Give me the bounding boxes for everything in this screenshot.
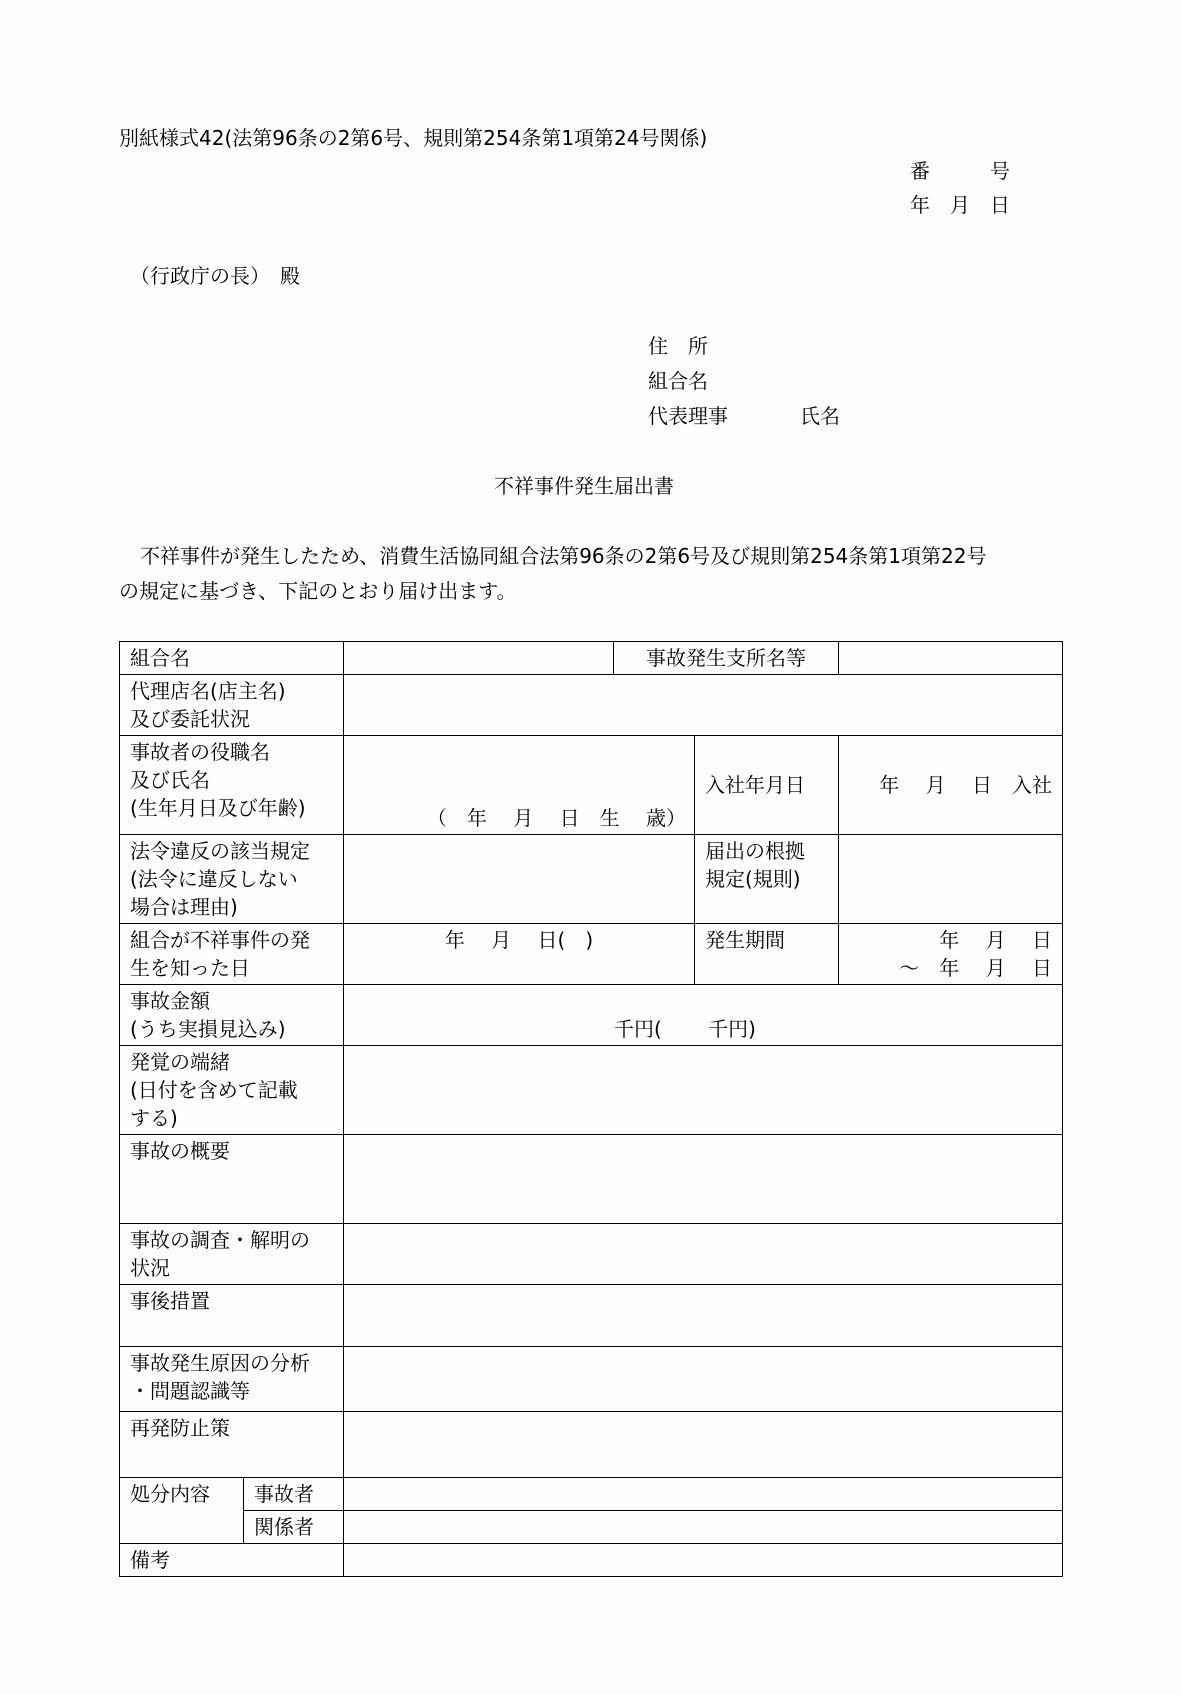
field-basis[interactable]: [839, 835, 1063, 924]
label-aftermath: 事後措置: [120, 1285, 344, 1347]
field-period[interactable]: 年 月 日 ～ 年 月 日: [839, 924, 1063, 985]
field-remarks[interactable]: [344, 1544, 1063, 1577]
label-union-name: 組合名: [120, 642, 344, 675]
label-disposition: 処分内容: [120, 1478, 244, 1544]
field-discovery[interactable]: [344, 1046, 1063, 1135]
field-prevention[interactable]: [344, 1412, 1063, 1478]
field-person[interactable]: [344, 736, 695, 835]
label-known-date: 組合が不祥事件の発 生を知った日: [120, 924, 344, 985]
representative-label: 代表理事: [648, 404, 728, 428]
label-basis: 届出の根拠 規定(規則): [695, 835, 839, 924]
birth-hint: （ 年 月 日 生 歳）: [426, 806, 686, 830]
name-label: 氏名: [800, 404, 840, 428]
label-violation: 法令違反の該当規定 (法令に違反しない 場合は理由): [120, 835, 344, 924]
body-line-1: 不祥事件が発生したため、消費生活協同組合法第96条の2第6号及び規則第254条第1項第22号: [140, 544, 987, 568]
field-join-date[interactable]: 年 月 日 入社: [839, 736, 1063, 835]
label-prevention: 再発防止策: [120, 1412, 344, 1478]
field-branch-name[interactable]: [839, 642, 1063, 675]
label-remarks: 備考: [120, 1544, 344, 1577]
document-date: 年 月 日: [910, 193, 1010, 217]
union-name-label: 組合名: [648, 369, 708, 393]
field-violation[interactable]: [344, 835, 695, 924]
field-related[interactable]: [344, 1511, 1063, 1544]
label-amount: 事故金額 (うち実損見込み): [120, 985, 344, 1046]
label-related: 関係者: [244, 1511, 344, 1544]
label-offender: 事故者: [244, 1478, 344, 1511]
body-line-2: の規定に基づき、下記のとおり届け出ます。: [119, 579, 517, 603]
label-discovery: 発覚の端緒 (日付を含めて記載 する): [120, 1046, 344, 1135]
label-cause: 事故発生原因の分析 ・問題認識等: [120, 1347, 344, 1412]
label-summary: 事故の概要: [120, 1135, 344, 1224]
field-amount[interactable]: 千円( 千円): [344, 985, 1063, 1046]
field-agency[interactable]: [344, 675, 1063, 736]
label-investigation: 事故の調査・解明の 状況: [120, 1224, 344, 1285]
field-summary[interactable]: [344, 1135, 1063, 1224]
label-branch-name: 事故発生支所名等: [614, 642, 839, 675]
field-cause[interactable]: [344, 1347, 1063, 1412]
addressee: （行政庁の長） 殿: [130, 264, 300, 288]
document-title: 不祥事件発生届出書: [494, 474, 674, 498]
report-form-table: [119, 641, 1063, 1577]
address-label: 住 所: [648, 334, 708, 358]
field-investigation[interactable]: [344, 1224, 1063, 1285]
label-person: 事故者の役職名 及び氏名 (生年月日及び年齢): [120, 736, 344, 835]
field-known-date[interactable]: 年 月 日( ): [344, 924, 695, 985]
label-join-date: 入社年月日: [695, 736, 839, 835]
field-aftermath[interactable]: [344, 1285, 1063, 1347]
label-agency: 代理店名(店主名) 及び委託状況: [120, 675, 344, 736]
field-union-name[interactable]: [344, 642, 614, 675]
document-number: 番 号: [910, 159, 1010, 183]
form-reference: 別紙様式42(法第96条の2第6号、規則第254条第1項第24号関係): [119, 126, 708, 150]
label-period: 発生期間: [695, 924, 839, 985]
field-offender[interactable]: [344, 1478, 1063, 1511]
